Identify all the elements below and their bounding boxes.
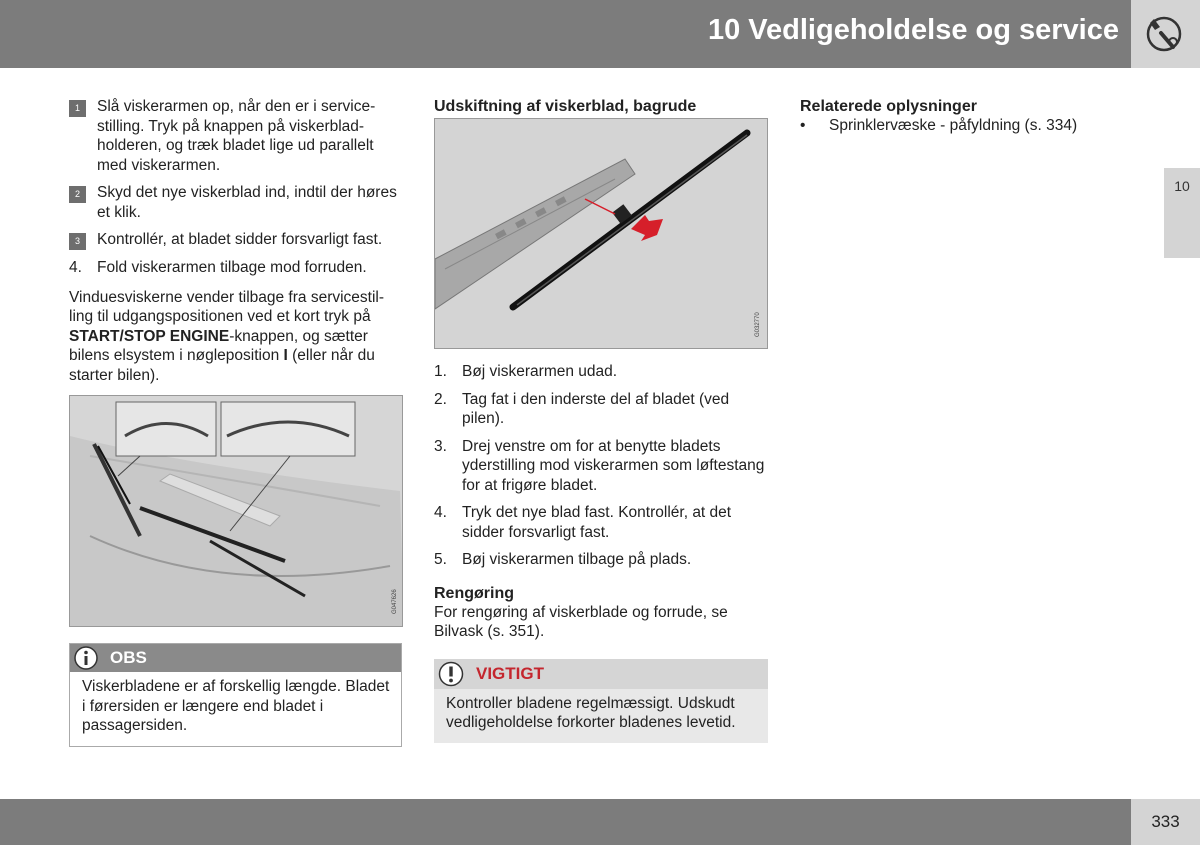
- column-right: [800, 97, 1130, 136]
- figure-code: G047626: [392, 589, 398, 614]
- important-note-box: [434, 659, 768, 743]
- chapter-title: 10 Vedligeholdelse og service: [707, 14, 1119, 46]
- wipers-drawing: [70, 396, 403, 627]
- figure-code: G032770: [755, 312, 761, 337]
- list-text: Tryk det nye blad fast. Kontrollér, at det sidder forsvarligt fast.: [462, 504, 732, 541]
- chapter-icon-box: [1131, 0, 1200, 68]
- step-number-badge: 3: [69, 233, 86, 250]
- obs-note-box: [69, 643, 402, 747]
- cleaning-heading: Rengøring: [434, 584, 514, 602]
- bullet-icon: •: [800, 117, 806, 134]
- related-heading: Relaterede oplysninger: [800, 98, 977, 115]
- windshield-wipers-illustration: [69, 395, 403, 627]
- page-number: 333: [1131, 799, 1200, 845]
- list-text: Tag fat i den inderste del af bladet (ved pilen).: [462, 390, 730, 427]
- rear-wiper-drawing: [435, 119, 768, 349]
- list-text: Bøj viskerarmen udad.: [462, 363, 618, 380]
- step-text: Slå viskerarmen op, når den er i servicestilling. Tryk på knappen på viskerbladholderen, og træk bladet lige ud parallelt med viskerarmen.: [97, 98, 376, 174]
- wrench-gear-icon: [1131, 0, 1200, 68]
- start-stop-label: START/STOP ENGINE: [69, 327, 230, 345]
- list-item: [434, 437, 768, 496]
- list-number: 4.: [69, 259, 82, 276]
- list-number: 4.: [434, 504, 447, 521]
- related-link-item[interactable]: [800, 116, 1130, 136]
- list-item: [434, 503, 768, 542]
- list-text: Fold viskerarmen tilbage mod forruden.: [97, 259, 367, 276]
- step-text: Skyd det nye viskerblad ind, indtil der høres et klik.: [97, 184, 397, 221]
- list-item: [69, 258, 402, 278]
- page-footer: [0, 799, 1131, 845]
- obs-note-header: [70, 644, 401, 672]
- list-number: 2.: [434, 390, 447, 408]
- step-item: [69, 230, 402, 250]
- column-left: [69, 97, 402, 747]
- list-item: [434, 390, 768, 429]
- step-text: Kontrollér, at bladet sidder forsvarligt fast.: [97, 231, 383, 248]
- section-heading: Udskiftning af viskerblad, bagrude: [434, 98, 697, 115]
- rear-wiper-illustration: [434, 118, 768, 349]
- list-item: [434, 550, 768, 570]
- service-position-paragraph: Vinduesviskerne vender tilbage fra servicestilling til udgangspositionen ved et kort tryk på START/STOP ENGINE-knappen, og sætter bilens elsystem i nøgleposition I (eller når du starter bilen).: [69, 288, 385, 384]
- important-note-header: [434, 659, 768, 689]
- column-middle: [434, 97, 768, 743]
- step-item: [69, 97, 402, 175]
- obs-text: Viskerbladene er af forskellig længde. Bladet i førersiden er længere end bladet i passagersiden.: [82, 678, 390, 734]
- page-header: [0, 0, 1131, 68]
- key-position-label: I: [283, 347, 288, 364]
- cleaning-text: For rengøring af viskerblade og forrude, se Bilvask (s. 351).: [434, 603, 728, 640]
- info-icon: [74, 646, 98, 670]
- related-link-text[interactable]: Sprinklervæske - påfyldning (s. 334): [829, 117, 1078, 134]
- list-item: [434, 362, 768, 382]
- warning-icon: [438, 661, 464, 687]
- list-text: Drej venstre om for at benytte bladets yderstilling mod viskerarmen som løftestang for at frigøre bladet.: [462, 437, 765, 494]
- step-number-badge: 2: [69, 186, 86, 203]
- list-number: 1.: [434, 363, 447, 380]
- list-number: 5.: [434, 551, 447, 568]
- list-text: Bøj viskerarmen tilbage på plads.: [462, 551, 692, 568]
- step-item: [69, 183, 402, 222]
- obs-title: OBS: [110, 648, 147, 668]
- important-text: Kontroller bladene regelmæssigt. Udskudt vedligeholdelse forkorter bladenes levetid.: [446, 694, 736, 731]
- important-title: VIGTIGT: [476, 663, 544, 683]
- list-number: 3.: [434, 437, 447, 455]
- chapter-tab[interactable]: 10: [1164, 168, 1200, 258]
- step-number-badge: 1: [69, 100, 86, 117]
